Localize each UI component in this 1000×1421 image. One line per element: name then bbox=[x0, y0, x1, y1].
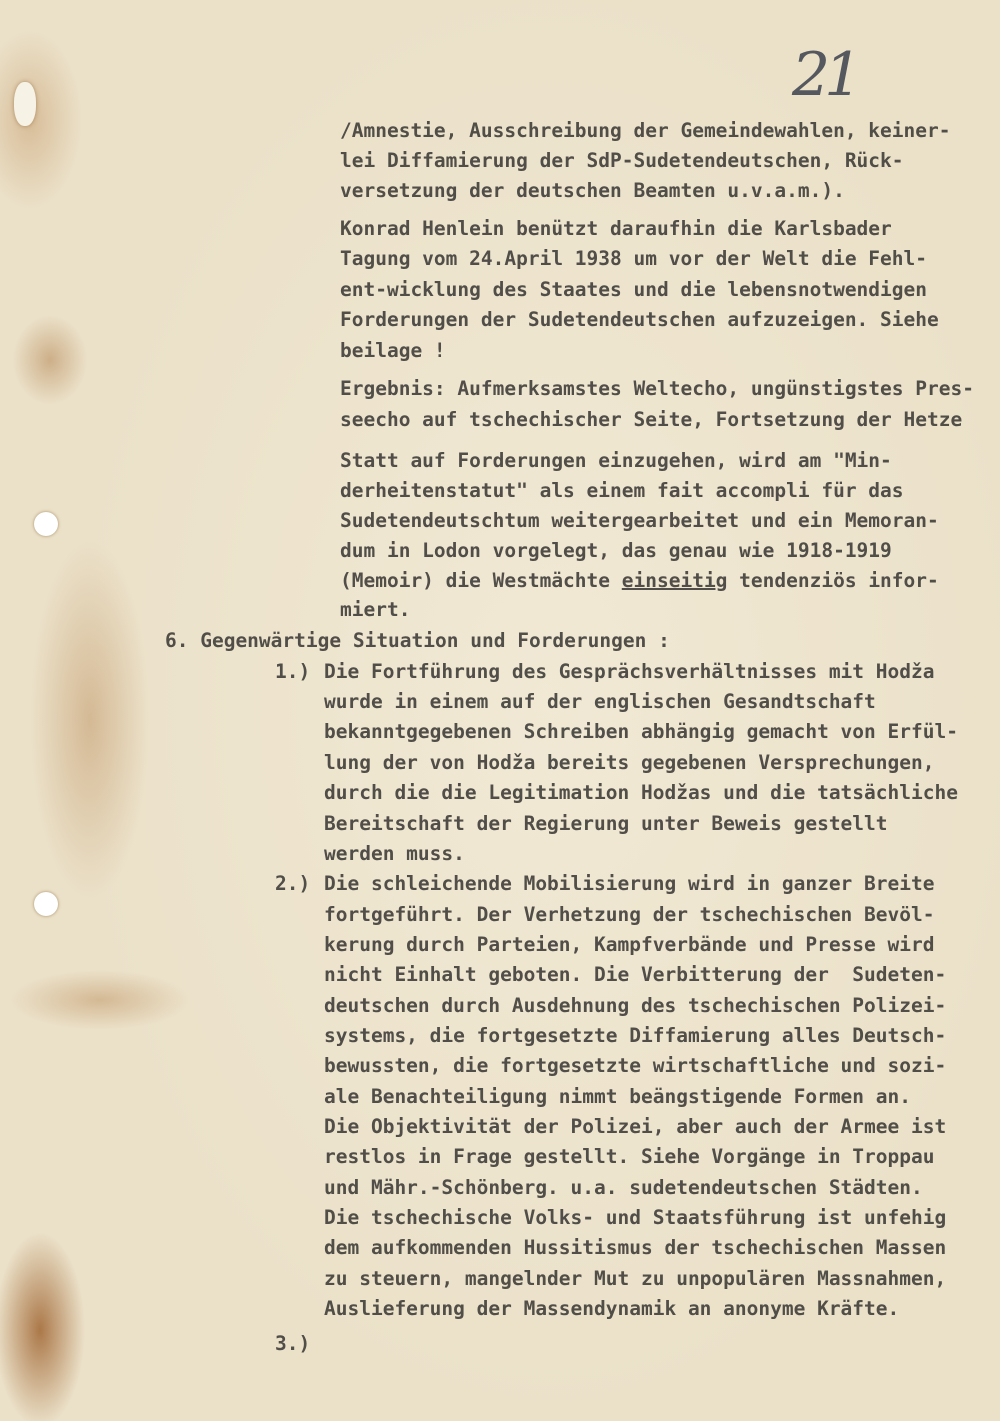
handwritten-page-number: 21 bbox=[792, 40, 857, 110]
intro-line-3: versetzung der deutschen Beamten u.v.a.m.). bbox=[340, 179, 845, 202]
item-2-line-1: Die schleichende Mobilisierung wird in ganzer Breite bbox=[324, 872, 935, 895]
item-2-number: 2.) bbox=[275, 872, 311, 895]
henlein-line-5: beilage ! bbox=[340, 339, 446, 362]
punch-hole-lower bbox=[34, 892, 58, 916]
statt-line-5-start: (Memoir) die Westmächte bbox=[340, 569, 622, 592]
item-1-line-5: durch die die Legitimation Hodžas und die tatsächliche bbox=[324, 781, 958, 804]
item-2-line-4: nicht Einhalt geboten. Die Verbitterung der Sudeten- bbox=[324, 963, 947, 986]
item-2-line-10: restlos in Frage gestellt. Siehe Vorgänge in Troppau bbox=[324, 1145, 935, 1168]
punch-hole-upper bbox=[34, 512, 58, 536]
item-2-line-15: Auslieferung der Massendynamik an anonyme Kräfte. bbox=[324, 1297, 900, 1320]
item-3-number: 3.) bbox=[275, 1332, 311, 1355]
item-1-line-4: lung der von Hodža bereits gegebenen Versprechungen, bbox=[324, 751, 935, 774]
item-2-line-13: dem aufkommenden Hussitismus der tschechischen Massen bbox=[324, 1236, 947, 1259]
item-2-line-7: bewussten, die fortgesetzte wirtschaftliche und sozi- bbox=[324, 1054, 947, 1077]
item-1-line-1: Die Fortführung des Gesprächsverhältnisses mit Hodža bbox=[324, 660, 935, 683]
item-1-line-3: bekanntgegebenen Schreiben abhängig gemacht von Erfül- bbox=[324, 720, 958, 743]
intro-line-2: lei Diffamierung der SdP-Sudetendeutschen, Rück- bbox=[340, 149, 904, 172]
henlein-line-4: Forderungen der Sudetendeutschen aufzuzeigen. Siehe bbox=[340, 308, 939, 331]
item-1-number: 1.) bbox=[275, 660, 311, 683]
item-2-line-6: systems, die fortgesetzte Diffamierung alles Deutsch- bbox=[324, 1024, 947, 1047]
section-heading: 6. Gegenwärtige Situation und Forderungen : bbox=[165, 629, 670, 652]
ergebnis-line-1: Ergebnis: Aufmerksamstes Weltecho, ungünstigstes Pres- bbox=[340, 377, 974, 400]
statt-line-2: derheitenstatut" als einem fait accompli für das bbox=[340, 479, 904, 502]
ergebnis-line-2: seecho auf tschechischer Seite, Fortsetzung der Hetze bbox=[340, 408, 963, 431]
item-2-line-9: Die Objektivität der Polizei, aber auch der Armee ist bbox=[324, 1115, 947, 1138]
item-2-line-14: zu steuern, mangelnder Mut zu unpopulären Massnahmen, bbox=[324, 1267, 947, 1290]
underlined-word: einseitig bbox=[621, 569, 728, 592]
item-1-line-7: werden muss. bbox=[324, 842, 465, 865]
intro-line-1: /Amnestie, Ausschreibung der Gemeindewahlen, keiner- bbox=[340, 119, 951, 142]
henlein-line-2: Tagung vom 24.April 1938 um vor der Welt die Fehl- bbox=[340, 247, 927, 270]
statt-line-4: dum in Lodon vorgelegt, das genau wie 1918-1919 bbox=[340, 539, 892, 562]
henlein-line-3: ent-wicklung des Staates und die lebensnotwendigen bbox=[340, 278, 927, 301]
statt-line-6: miert. bbox=[340, 598, 411, 621]
statt-line-3: Sudetendeutschtum weitergearbeitet und ein Memoran- bbox=[340, 509, 939, 532]
item-2-line-2: fortgeführt. Der Verhetzung der tschechischen Bevöl- bbox=[324, 903, 935, 926]
item-1-line-2: wurde in einem auf der englischen Gesandtschaft bbox=[324, 690, 876, 713]
statt-line-5 bbox=[340, 571, 939, 591]
staple-hole bbox=[14, 82, 36, 126]
item-2-line-12: Die tschechische Volks- und Staatsführung ist unfehig bbox=[324, 1206, 947, 1229]
item-2-line-11: und Mähr.-Schönberg. u.a. sudetendeutschen Städten. bbox=[324, 1176, 923, 1199]
statt-line-5-end: tendenziös infor- bbox=[727, 569, 939, 592]
item-2-line-8: ale Benachteiligung nimmt beängstigende Formen an. bbox=[324, 1085, 911, 1108]
item-2-line-3: kerung durch Parteien, Kampfverbände und Presse wird bbox=[324, 933, 935, 956]
item-1-line-6: Bereitschaft der Regierung unter Beweis gestellt bbox=[324, 812, 888, 835]
statt-line-1: Statt auf Forderungen einzugehen, wird am "Min- bbox=[340, 449, 892, 472]
item-2-line-5: deutschen durch Ausdehnung des tschechischen Polizei- bbox=[324, 994, 947, 1017]
henlein-line-1: Konrad Henlein benützt daraufhin die Karlsbader bbox=[340, 217, 892, 240]
